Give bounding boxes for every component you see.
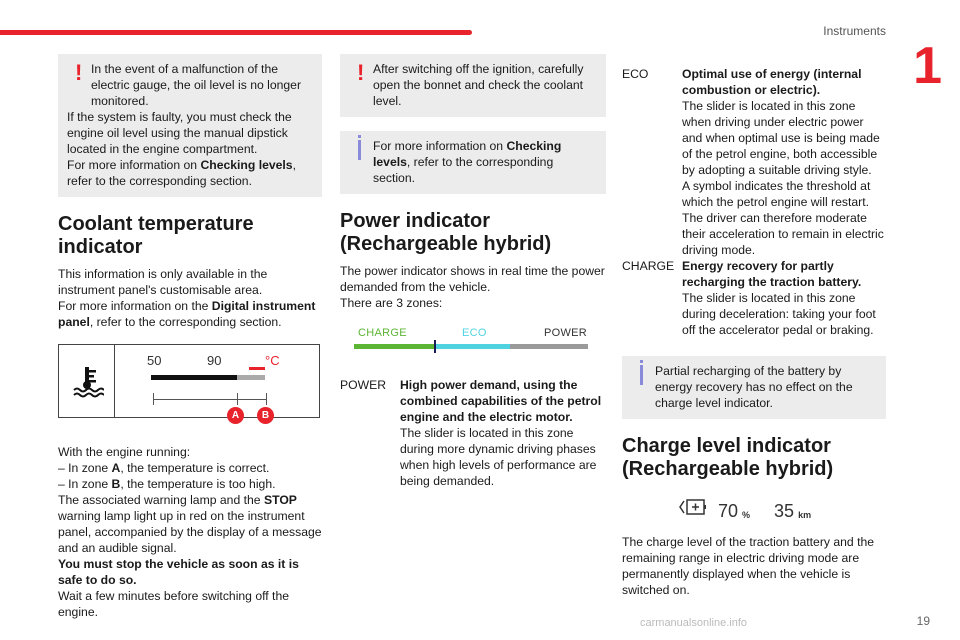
range-unit: km xyxy=(798,510,812,520)
note-text: For more information on Checking levels, refer to the corresponding section. xyxy=(67,158,296,188)
definition-text: The slider is located in this zone during deceleration: taking your foot off the accelerator pedal or braking. xyxy=(682,291,876,337)
definition-term: POWER xyxy=(340,378,387,392)
info-icon xyxy=(358,140,361,160)
watermark: carmanualsonline.info xyxy=(640,617,748,629)
note-text: If the system is faulty, you must check the engine oil level using the manual dipstick located in the engine compartment. xyxy=(67,110,292,156)
zone-tick xyxy=(266,393,267,405)
definition-charge xyxy=(622,258,886,338)
coolant-paragraph: This information is only available in the instrument panel's customisable area. xyxy=(58,267,268,297)
column-middle xyxy=(340,54,606,489)
marker-b: B xyxy=(257,407,274,424)
power-zone-power-label: POWER xyxy=(544,327,588,339)
page-number: 19 xyxy=(916,614,930,628)
definition-power xyxy=(340,377,606,489)
power-zone-charge-label: CHARGE xyxy=(358,327,407,339)
zone-b-text: – In zone B, the temperature is too high. xyxy=(58,477,276,491)
definition-text: The slider is located in this zone when driving under electric power and when optimal use is being made of the petrol engine, both accessible by adopting a suitable driving style. xyxy=(682,99,880,177)
power-zone-power-bar xyxy=(510,344,588,349)
marker-a: A xyxy=(227,407,244,424)
definition-eco xyxy=(622,66,886,258)
definition-text: A symbol indicates the threshold at which the petrol engine will restart. The driver can therefore moderate their acceleration to remain in electric driving mode. xyxy=(682,179,884,257)
definition-term: CHARGE xyxy=(622,259,675,273)
power-paragraph: There are 3 zones: xyxy=(340,296,443,310)
charge-percent-value: 70 xyxy=(718,501,739,521)
coolant-gauge-figure xyxy=(58,344,320,421)
column-left xyxy=(58,54,322,620)
section-title: Instruments xyxy=(823,24,886,38)
definition-text: The slider is located in this zone during more dynamic driving phases when high levels of performance are being demanded. xyxy=(400,426,597,488)
gauge-tick-90: 90 xyxy=(207,353,222,368)
note-text: In the event of a malfunction of the electric gauge, the oil level is no longer monitored. xyxy=(91,62,302,108)
gauge-alert-mark xyxy=(249,367,265,370)
gauge-tick-50: 50 xyxy=(147,353,162,368)
engine-running-text: With the engine running: xyxy=(58,445,191,459)
zone-tick xyxy=(237,393,238,405)
coolant-temperature-icon xyxy=(59,345,115,417)
definition-bold: Energy recovery for partly recharging the traction battery. xyxy=(682,259,862,289)
zone-a-text: – In zone A, the temperature is correct. xyxy=(58,461,270,475)
must-stop-text: You must stop the vehicle as soon as it is safe to do so. xyxy=(58,557,299,587)
gauge-unit-celsius: °C xyxy=(265,353,280,368)
note-text: After switching off the ignition, carefully open the bonnet and check the coolant level. xyxy=(373,62,584,108)
definition-bold: High power demand, using the combined capabilities of the petrol engine and the electric motor. xyxy=(400,378,602,424)
power-slider xyxy=(434,340,436,353)
info-note-partial-recharge xyxy=(622,356,886,419)
power-indicator-figure xyxy=(354,327,594,353)
charge-paragraph: The charge level of the traction battery and the remaining range in electric driving mode are permanently displayed when the vehicle is switched on. xyxy=(622,535,875,597)
note-text: Partial recharging of the battery by energy recovery has no effect on the charge level indicator. xyxy=(655,364,853,410)
chapter-number: 1 xyxy=(913,37,942,95)
note-text: For more information on Checking levels, refer to the corresponding section. xyxy=(373,139,562,185)
plug-battery-icon xyxy=(678,497,708,522)
warning-exclamation-icon: ! xyxy=(75,60,83,85)
power-zone-eco-label: ECO xyxy=(462,327,487,339)
wait-text: Wait a few minutes before switching off the engine. xyxy=(58,589,289,619)
range-value: 35 xyxy=(774,501,795,521)
coolant-paragraph: For more information on the Digital instrument panel, refer to the corresponding section. xyxy=(58,299,316,329)
warning-exclamation-icon: ! xyxy=(357,60,365,85)
warning-note-oil-gauge xyxy=(58,54,322,197)
header-accent-bar xyxy=(0,30,472,35)
power-zone-charge-bar xyxy=(354,344,434,349)
charge-level-display xyxy=(678,497,886,522)
gauge-zone-normal xyxy=(151,375,237,380)
warning-note-coolant xyxy=(340,54,606,117)
definition-term: ECO xyxy=(622,67,649,81)
zone-dimension-line xyxy=(153,399,267,400)
power-paragraph: The power indicator shows in real time the power demanded from the vehicle. xyxy=(340,264,605,294)
column-right xyxy=(622,66,886,598)
zone-tick xyxy=(153,393,154,405)
charge-heading: Charge level indicator (Rechargeable hybrid) xyxy=(622,435,834,480)
gauge-zone-high xyxy=(237,375,265,380)
charge-percent-unit: % xyxy=(742,510,751,520)
coolant-heading: Coolant temperature indicator xyxy=(58,213,254,258)
info-note-checking-levels xyxy=(340,131,606,194)
power-zone-eco-bar xyxy=(436,344,510,349)
power-heading: Power indicator (Rechargeable hybrid) xyxy=(340,210,552,255)
definition-bold: Optimal use of energy (internal combustion or electric). xyxy=(682,67,862,97)
info-icon xyxy=(640,365,643,385)
warning-lamp-text: The associated warning lamp and the STOP warning lamp light up in red on the instrument panel, accompanied by the display of a message and an audible signal. xyxy=(58,493,322,555)
